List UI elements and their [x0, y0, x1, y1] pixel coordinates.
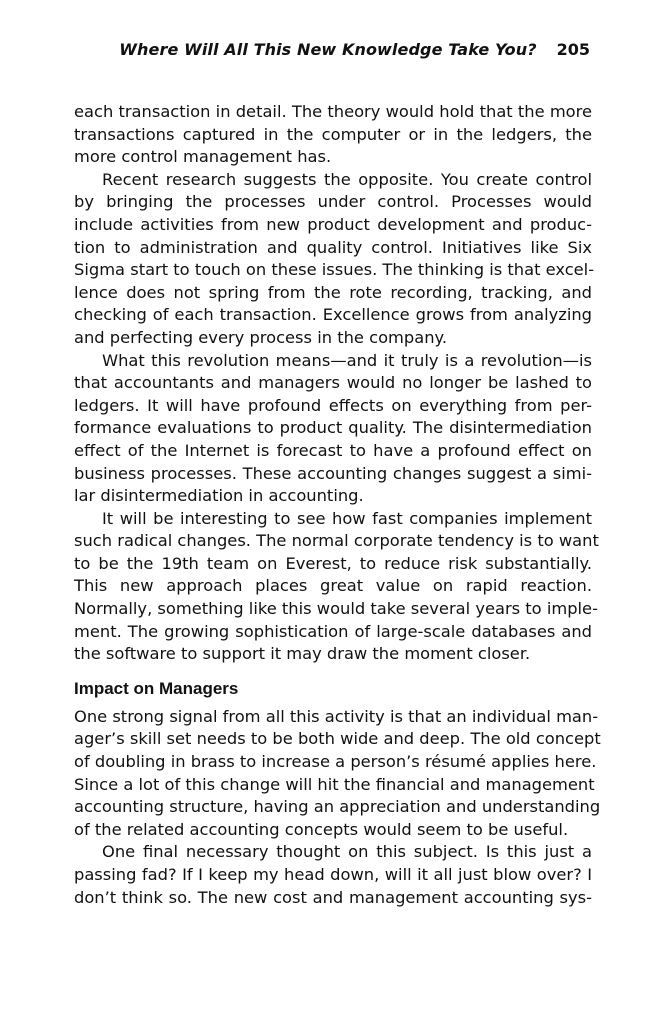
text-line: checking of each transaction. Excellence grows from analyzing: [74, 305, 592, 325]
text-line: It will be interesting to see how fast companies implement: [102, 508, 592, 528]
text-line: business processes. These accounting changes suggest a simi-: [74, 463, 592, 483]
text-line: tion to administration and quality control. Initiatives like Six: [74, 237, 592, 257]
text-line: include activities from new product development and produc-: [74, 214, 592, 234]
page-number: 205: [556, 40, 590, 59]
text-line: such radical changes. The normal corporate tendency is to want: [74, 531, 599, 551]
text-line: each transaction in detail. The theory would hold that the more: [74, 102, 592, 121]
text-line: ment. The growing sophistication of large-scale databases and: [74, 621, 592, 641]
text-line: ager’s skill set needs to be both wide and deep. The old concept: [74, 729, 601, 749]
text-line: Recent research suggests the opposite. You create control: [102, 169, 592, 189]
text-line: accounting structure, having an appreciation and understanding: [74, 797, 601, 817]
text-line: Sigma start to touch on these issues. The thinking is that excel-: [74, 260, 595, 280]
text-line: don’t think so. The new cost and management accounting sys-: [74, 887, 592, 907]
text-line: the software to support it may draw the moment closer.: [74, 644, 531, 664]
paragraph: [74, 508, 599, 666]
text-line: One final necessary thought on this subject. Is this just a: [102, 842, 592, 862]
text-line: to be the 19th team on Everest, to reduce risk substantially.: [74, 553, 592, 573]
text-line: This new approach places great value on rapid reaction.: [74, 576, 592, 596]
paragraph: [74, 169, 595, 350]
section-heading: Impact on Managers: [74, 678, 239, 698]
paragraph: [74, 101, 592, 169]
body-text: [74, 101, 601, 909]
chapter-title: Where Will All This New Knowledge Take You?: [119, 40, 537, 59]
text-line: transactions captured in the computer or in the ledgers, the: [74, 124, 592, 144]
paragraph: [74, 841, 592, 909]
text-line: more control management has.: [74, 147, 332, 167]
text-line: One strong signal from all this activity is that an individual man-: [74, 706, 599, 726]
paragraph: [74, 706, 601, 842]
running-header: [119, 40, 590, 59]
text-line: formance evaluations to product quality. The disintermediation: [74, 418, 592, 438]
text-line: Normally, something like this would take several years to imple-: [74, 599, 598, 619]
text-line: of doubling in brass to increase a person’s résumé applies here.: [74, 752, 597, 772]
text-line: by bringing the processes under control. Processes would: [74, 192, 592, 212]
text-line: effect of the Internet is forecast to have a profound effect on: [74, 440, 592, 460]
text-line: that accountants and managers would no longer be lashed to: [74, 373, 592, 393]
text-line: passing fad? If I keep my head down, will it all just blow over? I: [74, 865, 592, 884]
text-line: Since a lot of this change will hit the financial and management: [74, 774, 595, 794]
paragraph: [74, 350, 592, 508]
text-line: lar disintermediation in accounting.: [74, 486, 364, 506]
text-line: and perfecting every process in the company.: [74, 327, 448, 347]
text-line: What this revolution means—and it truly is a revolution—is: [102, 350, 592, 370]
text-line: ledgers. It will have profound effects on everything from per-: [74, 395, 592, 415]
text-line: lence does not spring from the rote recording, tracking, and: [74, 282, 592, 302]
text-line: of the related accounting concepts would seem to be useful.: [74, 819, 569, 839]
